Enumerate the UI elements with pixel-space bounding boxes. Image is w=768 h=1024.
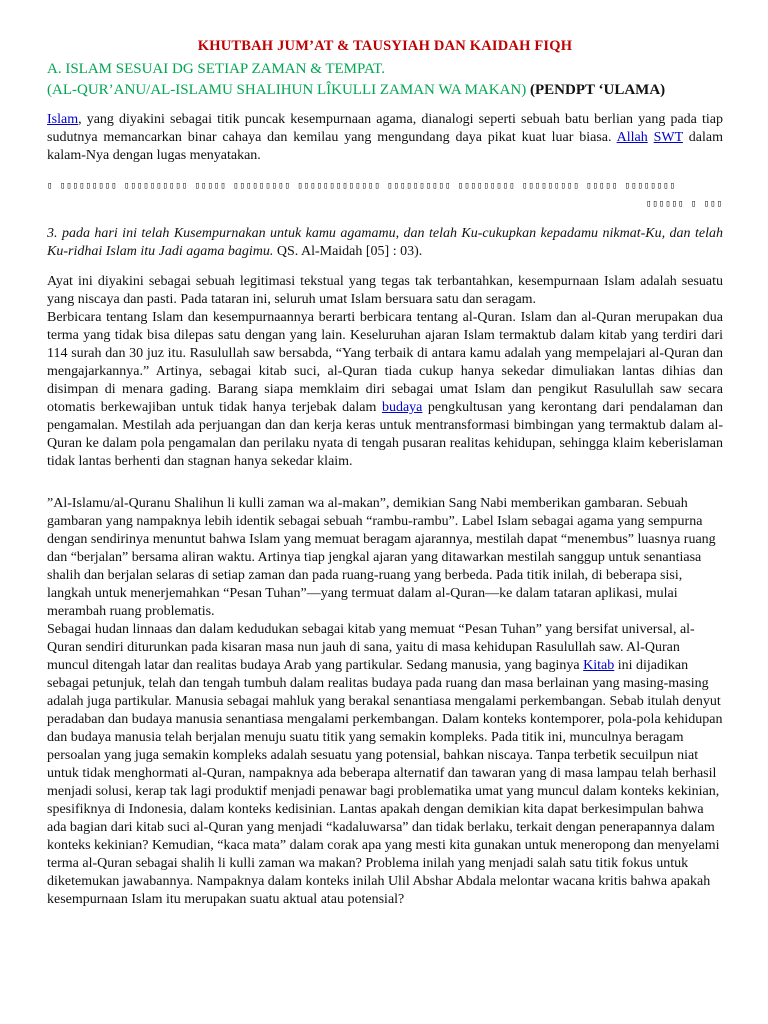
intro-text-1: , yang diyakini sebagai titik puncak kesempurnaan agama, dianalogi seperti sebuah batu berlian yang pada tiap sudutnya memancarkan binar cahaya dan kemilau yang mengundang daya pikat kuat luar biasa. — [47, 112, 723, 145]
ayat-translation — [47, 225, 723, 261]
link-kitab[interactable]: Kitab — [583, 658, 615, 673]
section-heading-b — [47, 82, 723, 99]
section-heading-a: A. ISLAM SESUAI DG SETIAP ZAMAN & TEMPAT. — [47, 61, 385, 77]
document-title: KHUTBAH JUM’AT & TAUSYIAH DAN KAIDAH FIQH — [197, 38, 573, 54]
intro-text-3: dalam kalam-Nya dengan lugas menyatakan. — [47, 130, 723, 163]
arabic-line-1: ▯ ▯▯▯▯▯▯▯▯▯ ▯▯▯▯▯▯▯▯▯▯ ▯▯▯▯▯ ▯▯▯▯▯▯▯▯▯ ▯▯▯▯▯▯▯▯▯▯▯▯▯ ▯▯▯▯▯▯▯▯▯▯ ▯▯▯▯▯▯▯▯▯ ▯▯▯▯▯▯▯▯▯ ▯▯▯▯▯ ▯▯▯▯▯▯▯▯ — [47, 181, 677, 191]
link-allah[interactable]: Allah — [616, 130, 648, 145]
paragraph-2 — [47, 309, 723, 471]
paragraph-1: Ayat ini diyakini sebagai sebuah legitimasi tekstual yang tegas tak terbantahkan, kesempurnaan Islam adalah sesuatu yang niscaya dan pasti. Pada tataran ini, seluruh umat Islam bersuara satu dan seragam. — [47, 274, 723, 307]
paragraph-3: ”Al-Islamu/al-Quranu Shalihun li kulli zaman wa al-makan”, demikian Sang Nabi memberikan gambaran. Sebuah gambaran yang nampaknya lebih identik sebagai sebuah “rambu-rambu”. Label Islam sebagai agama yang sempurna dengan sendirinya menuntut bahwa Islam yang memuat beragam ajarannya, mestilah dapat “menembus” luasnya ruang dan “berjalan” bersama aliran waktu. Artinya tiap jengkal ajaran yang ditawarkan mestilah sanggup untuk senantiasa shalih dan berjalan selaras di setiap zaman dan pada ruang-ruang yang berbeda. Pada titik inilah, di beberapa sisi, langkah untuk menerjemahkan “Pesan Tuhan”—yang termuat dalam al-Quran—ke dalam tataran aplikasi, mulai merambah ruang problematis. — [47, 496, 716, 619]
link-swt[interactable]: SWT — [653, 130, 683, 145]
link-islam[interactable]: Islam — [47, 112, 79, 127]
paragraph-4 — [47, 621, 723, 909]
paragraph-2-text-b: pengkultusan yang kerontang dari pendalaman dan pengamalan. Mestilah ada perjuangan dan dan kerja keras untuk mentransformasi bimbingan yang termaktub dalam al-Quran ke dalam pola pengamalan dan perilaku nyata di tengah pusaran realitas kehidupan, sehingga klaim keberislaman tidak lantas berhenti dan stagnan hanya sekedar klaim. — [47, 400, 724, 469]
ayat-reference: QS. Al-Maidah [05] : 03). — [273, 244, 423, 259]
arabic-verse — [47, 177, 723, 213]
link-budaya[interactable]: budaya — [381, 400, 423, 415]
document-page — [47, 38, 723, 909]
intro-paragraph — [47, 111, 723, 165]
arabic-line-2: ▯▯▯▯▯▯ ▯ ▯▯▯ — [645, 199, 723, 209]
paragraph-4-text-b: ini dijadikan sebagai petunjuk, telah dan tengah tumbuh dalam realitas budaya pada ruang dan masa berlainan yang masing-masing adalah juga partikular. Manusia sebagai mahluk yang berakal senantiasa mengalami perkembangan. Sebab itulah denyut peradaban dan budaya manusia senantiasa mengalami perkembangan. Dalam konteks kontemporer, pola-pola kehidupan dan budaya manusia telah berjalan menuju suatu titik yang semakin kompleks. Pada titik ini, munculnya beragam persoalan yang juga semakin kompleks adalah sesuatu yang potensial, bahkan niscaya. Tanpa terbetik secuilpun niat untuk tidak menghormati al-Quran, nampaknya ada beberapa alternatif dan tawaran yang di masa lampau telah berhasil menjadi solusi, kerap tak lagi produktif menjadi penawar bagi problematika umat yang muncul dalam konteks kekinian, spesifiknya di Indonesia, dalam konteks kedisinian. Lantas apakah dengan demikian kita dapat berkesimpulan bahwa ada bagian dari kitab suci al-Quran yang menjadi “kadaluwarsa” dan tidak berlaku, terkait dengan penerapannya dalam konteks kekinian? Kemudian, “kaca mata” dalam corak apa yang mesti kita gunakan untuk meneropong dan menyelami terma al-Quran sebagai shalih li kulli zaman wa makan? Problema inilah yang menjadi salah satu titik fokus untuk diketemukan jawabannya. Nampaknya dalam konteks inilah Ulil Abshar Abdala melontar wacana kritis bahwa apakah kesempurnaan Islam itu merupakan suatu aktual atau potensial? — [47, 658, 723, 907]
paragraph-4-text-a: Sebagai hudan linnaas dan dalam kedudukan sebagai kitab yang memuat “Pesan Tuhan” yang bersifat universal, al-Quran sendiri diturunkan pada kisaran masa nun jauh di sana, yaitu di masa kehidupan Rasulullah saw. Al-Quran muncul ditengah latar dan realitas budaya Arab yang partikular. Sedang manusia, yang baginya — [47, 622, 695, 673]
heading-b-suffix: (PENDPT ‘ULAMA) — [526, 82, 666, 98]
ayat-text: 3. pada hari ini telah Kusempurnakan untuk kamu agamamu, dan telah Ku-cukupkan kepadamu nikmat-Ku, dan telah Ku-ridhai Islam itu Jadi agama bagimu. — [47, 226, 723, 259]
heading-b-text: (AL-QUR’ANU/AL-ISLAMU SHALIHUN LÎKULLI ZAMAN WA MAKAN) — [47, 82, 527, 98]
paragraph-spacer — [47, 471, 723, 495]
paragraph-2-text-a: Berbicara tentang Islam dan kesempurnaannya berarti berbicara tentang al-Quran. Islam dan al-Quran merupakan dua terma yang tidak bisa dilepas satu dengan yang lain. Keseluruhan ajaran Islam termaktub dalam kitab yang terdiri dari 114 surah dan 30 juz itu. Rasulullah saw bersabda, “Yang terbaik di antara kamu adalah yang mempelajari al-Quran dan mengajarkannya.” Artinya, sebagai kitab suci, al-Quran tiada cukup hanya sekedar dimuliakan lantas dihias dan disimpan di menara gading. Barang siapa memklaim diri sebagai umat Islam dan pengikut Rasulullah saw secara otomatis berkewajiban untuk tidak hanya terjebak dalam — [47, 310, 723, 415]
